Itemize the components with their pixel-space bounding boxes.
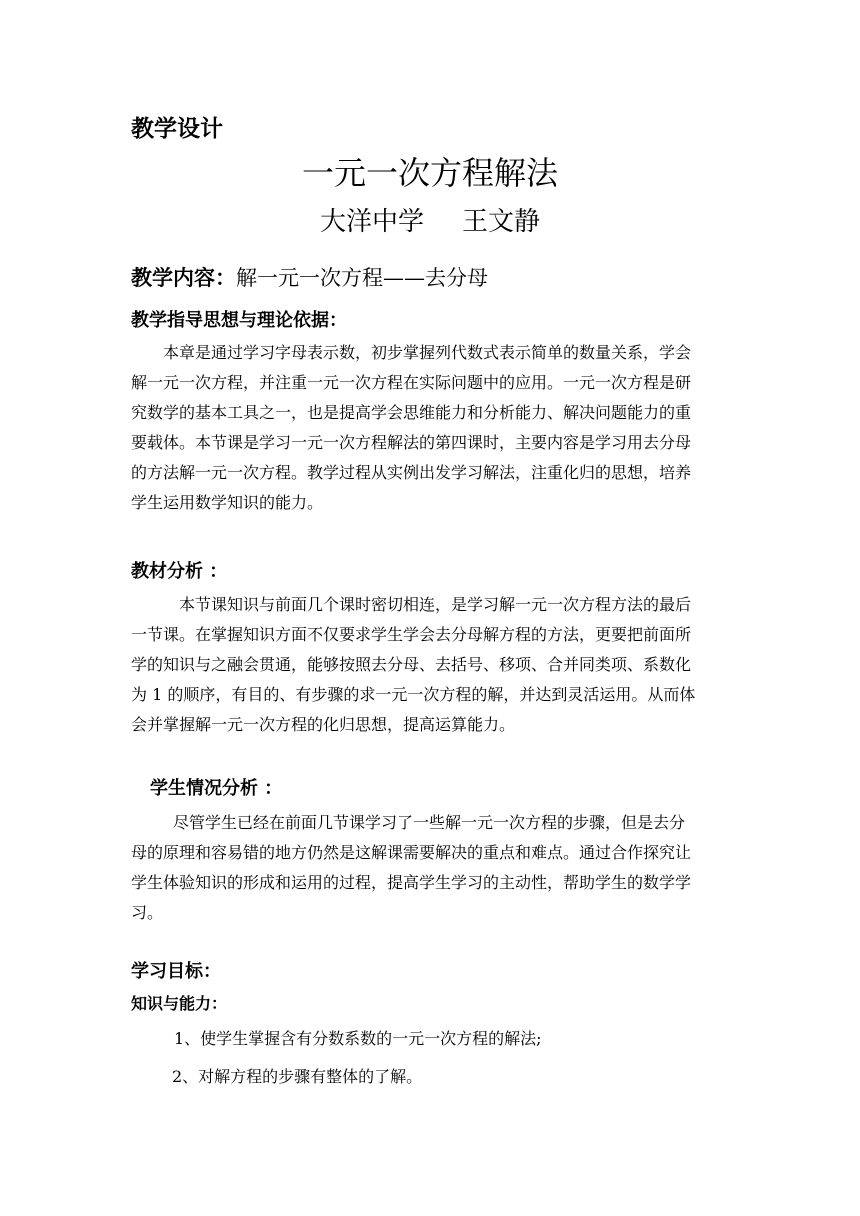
- goals-subheading: 知识与能力：: [131, 994, 228, 1013]
- author-name: 王文静: [462, 207, 541, 237]
- paragraph-line: 会并掌握解一元一次方程的化归思想，提高运算能力。: [131, 715, 516, 734]
- paragraph-line: 解一元一次方程，并注重一元一次方程在实际问题中的应用。一元一次方程是研: [131, 373, 692, 392]
- paragraph-line: 学生体验知识的形成和运用的过程，提高学生学习的主动性，帮助学生的数学学: [131, 873, 692, 892]
- paragraph-line: 学的知识与之融会贯通，能够按照去分母、去括号、移项、合并同类项、系数化: [131, 655, 692, 674]
- school-name: 大洋中学: [319, 207, 424, 237]
- guiding-paragraph: [131, 338, 731, 518]
- paragraph-line: 为 1 的顺序，有目的、有步骤的求一元一次方程的解，并达到灵活运用。从而体: [131, 685, 696, 704]
- guiding-heading: 教学指导思想与理论依据：: [131, 310, 347, 331]
- paragraph-line: 要载体。本节课是学习一元一次方程解法的第四课时，主要内容是学习用去分母: [131, 433, 692, 452]
- document-type-label: 教学设计: [131, 116, 223, 142]
- goal-item: 2、对解方程的步骤有整体的了解。: [172, 1067, 423, 1086]
- paragraph-line: 尽管学生已经在前面几节课学习了一些解一元一次方程的步骤，但是去分: [173, 813, 686, 832]
- paragraph-line: 母的原理和容易错的地方仍然是这解课需要解决的重点和难点。通过合作探究让: [131, 843, 692, 862]
- page-title: 一元一次方程解法: [301, 154, 558, 192]
- students-heading: 学生情况分析 ：: [150, 778, 283, 799]
- goal-item: 1、使学生掌握含有分数系数的一元一次方程的解法;: [174, 1029, 542, 1048]
- textbook-paragraph: [131, 590, 731, 740]
- paragraph-line: 的方法解一元一次方程。教学过程从实例出发学习解法，注重化归的思想，培养: [131, 463, 692, 482]
- paragraph-line: 习。: [131, 903, 164, 922]
- teaching-content: [131, 262, 488, 292]
- byline: [0, 201, 860, 238]
- paragraph-line: 究数学的基本工具之一，也是提高学会思维能力和分析能力、解决问题能力的重: [131, 403, 692, 422]
- paragraph-line: 一节课。在掌握知识方面不仅要求学生学会去分母解方程的方法，更要把前面所: [131, 625, 692, 644]
- paragraph-line: 学生运用数学知识的能力。: [131, 493, 324, 512]
- teaching-content-value: 解一元一次方程——去分母: [236, 266, 488, 290]
- textbook-heading: 教材分析 ：: [131, 561, 228, 582]
- teaching-content-label: 教学内容：: [131, 266, 236, 290]
- students-paragraph: [131, 808, 731, 928]
- paragraph-line: 本节课知识与前面几个课时密切相连，是学习解一元一次方程方法的最后: [179, 595, 692, 614]
- goals-heading: 学习目标：: [131, 961, 221, 982]
- paragraph-line: 本章是通过学习字母表示数，初步掌握列代数式表示简单的数量关系，学会: [163, 343, 692, 362]
